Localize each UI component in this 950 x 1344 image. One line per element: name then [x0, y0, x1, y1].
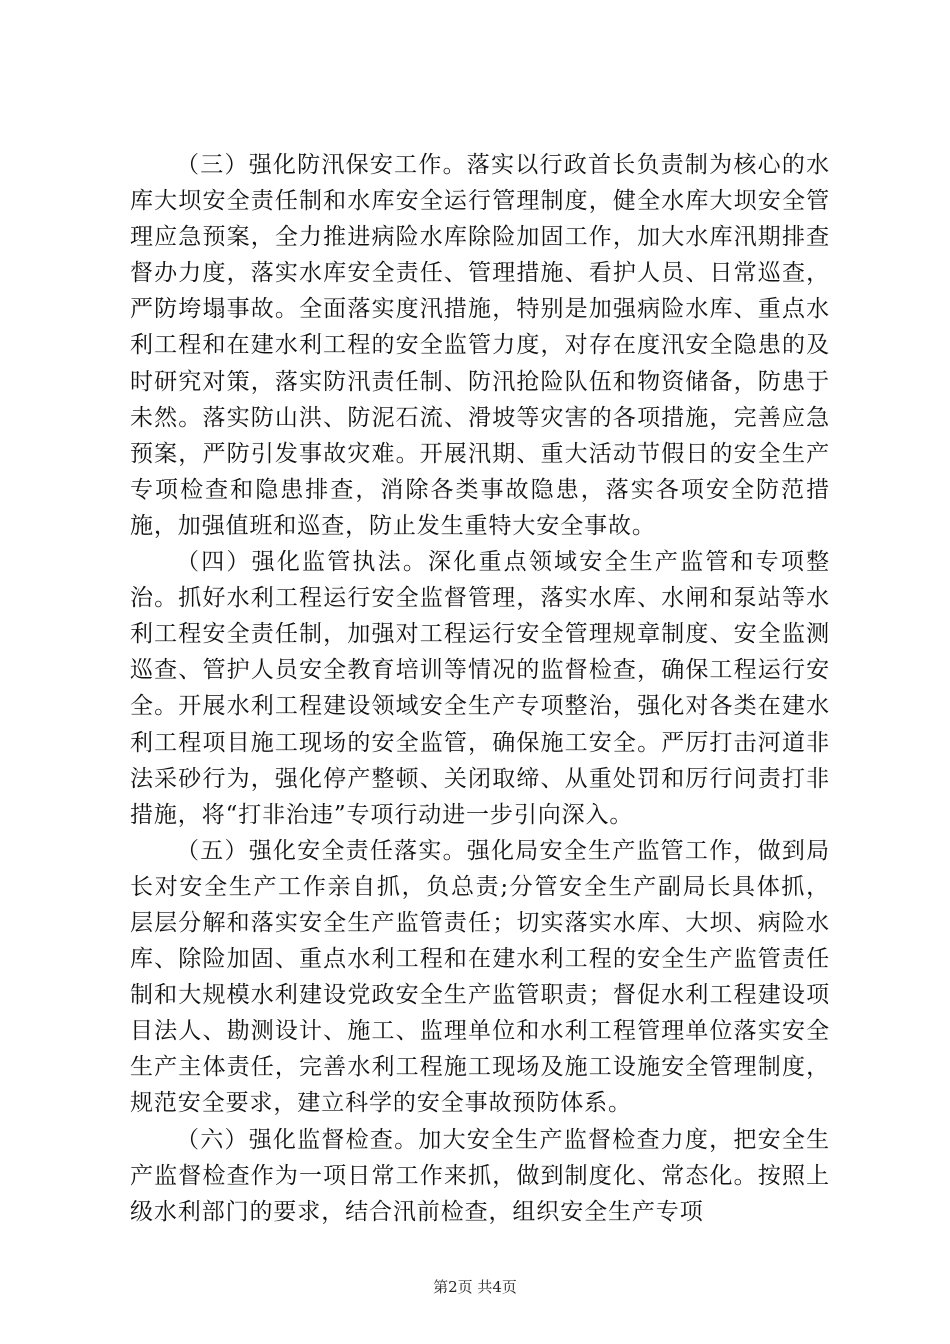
- paragraph-supervision-enforcement: （四）强化监管执法。深化重点领域安全生产监管和专项整治。抓好水利工程运行安全监督管理，落实水库、水闸和泵站等水利工程安全责任制，加强对工程运行安全管理规章制度、安全监测巡查、管护人员安全教育培训等情况的监督检查，确保工程运行安全。开展水利工程建设领域安全生产专项整治，强化对各类在建水利工程项目施工现场的安全监管，确保施工安全。严厉打击河道非法采砂行为，强化停产整顿、关闭取缔、从重处罚和厉行问责打非措施，将“打非治违”专项行动进一步引向深入。: [130, 549, 830, 828]
- paragraph-responsibility: （五）强化安全责任落实。强化局安全生产监管工作，做到局长对安全生产工作亲自抓，负总责;分管安全生产副局长具体抓，层层分解和落实安全生产监管责任；切实落实水库、大坝、病险水库、除险加固、重点水利工程和在建水利工程的安全生产监管责任制和大规模水利建设党政安全生产监管职责；督促水利工程建设项目法人、勘测设计、施工、监理单位和水利工程管理单位落实安全生产主体责任，完善水利工程施工现场及施工设施安全管理制度，规范安全要求，建立科学的安全事故预防体系。: [130, 837, 830, 1117]
- page-footer: 第2页 共4页: [433, 1278, 517, 1296]
- paragraph-flood-safety: （三）强化防汛保安工作。落实以行政首长负责制为核心的水库大坝安全责任制和水库安全运行管理制度，健全水库大坝安全管理应急预案，全力推进病险水库除险加固工作，加大水库汛期排查督办力度，落实水库安全责任、管理措施、看护人员、日常巡查，严防垮塌事故。全面落实度汛措施，特别是加强病险水库、重点水利工程和在建水利工程的安全监管力度，对存在度汛安全隐患的及时研究对策，落实防汛责任制、防汛抢险队伍和物资储备，防患于未然。落实防山洪、防泥石流、滑坡等灾害的各项措施，完善应急预案，严防引发事故灾难。开展汛期、重大活动节假日的安全生产专项检查和隐患排查，消除各类事故隐患，落实各项安全防范措施，加强值班和巡查，防止发生重特大安全事故。: [130, 152, 830, 539]
- document-body: [130, 147, 830, 1230]
- paragraph-inspection: （六）强化监督检查。加大安全生产监督检查力度，把安全生产监督检查作为一项日常工作来抓，做到制度化、常态化。按照上级水利部门的要求，结合汛前检查，组织安全生产专项: [130, 1126, 830, 1225]
